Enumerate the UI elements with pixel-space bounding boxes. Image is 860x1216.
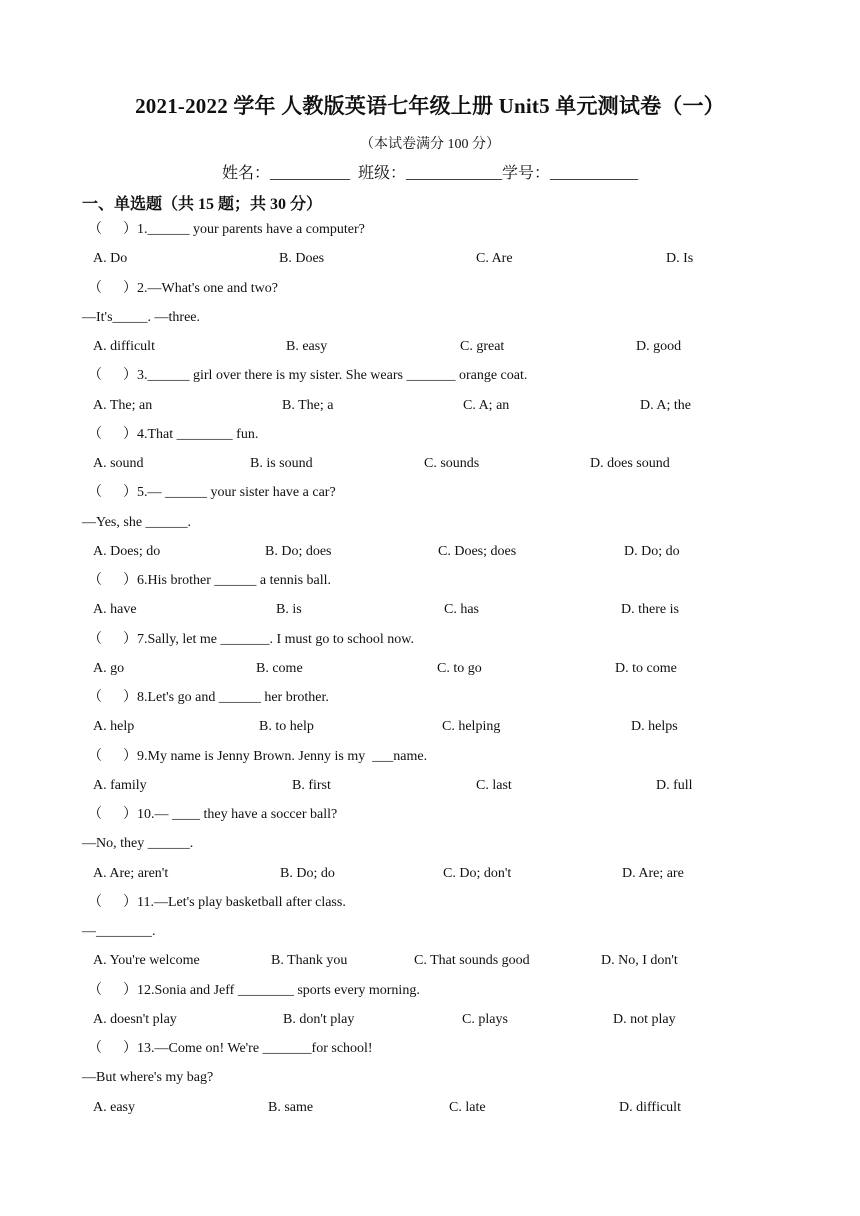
answer-option-b: B. first [292,777,331,793]
answer-option-b: B. come [256,660,303,676]
answer-option-b: B. same [268,1099,314,1115]
question-stem: （ ）10.— ____ they have a soccer ball? [88,807,338,822]
answer-option-d: D. does sound [590,456,670,471]
question-continuation: —________. [82,924,156,939]
answer-option-a: A. Does; do [93,543,161,559]
answer-option-a: A. Do [93,251,128,267]
question-stem: （ ）7.Sally, let me _______. I must go to school now. [88,631,414,647]
answer-option-b: B. The; a [282,397,334,413]
question-stem: （ ）1.______ your parents have a computer? [88,222,365,237]
student-info-line: 姓名：__________ 班级：____________学号：___________ [221,165,638,182]
question-continuation: —No, they ______. [82,836,194,852]
exam-title: 2021-2022 学年 人教版英语七年级上册 Unit5 单元测试卷（一） [135,94,725,118]
question-stem: （ ）11.—Let's play basketball after class. [88,894,346,910]
answer-option-b: B. is sound [250,456,313,471]
answer-option-d: D. difficult [619,1099,681,1115]
answer-option-b: B. is [276,602,302,618]
answer-option-c: C. late [449,1099,486,1115]
answer-option-d: D. A; the [640,397,691,413]
answer-option-d: D. full [656,777,693,793]
answer-option-a: A. doesn't play [93,1011,177,1027]
question-continuation: —It's_____. —three. [82,309,201,325]
question-continuation: —Yes, she ______. [82,514,192,530]
answer-option-d: D. not play [613,1011,676,1027]
question-stem: （ ）12.Sonia and Jeff ________ sports every morning. [88,982,420,998]
question-continuation: —But where's my bag? [82,1070,214,1086]
question-stem: （ ）4.That ________ fun. [88,426,259,442]
answer-option-b: B. Thank you [271,953,348,969]
answer-option-a: A. difficult [93,339,155,354]
answer-option-c: C. helping [442,719,501,735]
answer-option-a: A. easy [93,1099,135,1115]
section-heading: 一、单选题（共 15 题；共 30 分） [82,196,323,213]
answer-option-c: C. to go [437,660,482,676]
answer-option-a: A. sound [93,456,144,471]
answer-option-d: D. Is [666,251,694,267]
answer-option-a: A. help [93,719,135,735]
answer-option-d: D. good [636,339,682,354]
question-stem: （ ）2.—What's one and two? [88,280,278,296]
answer-option-a: A. Are; aren't [93,865,169,881]
answer-option-b: B. Do; does [265,543,332,559]
answer-option-a: A. The; an [93,397,153,413]
answer-option-c: C. plays [462,1011,508,1027]
answer-option-a: A. go [93,660,125,676]
answer-option-a: A. family [93,777,147,793]
answer-option-d: D. helps [631,719,678,735]
question-stem: （ ）3.______ girl over there is my sister. She wears _______ orange coat. [88,368,528,384]
answer-option-c: C. sounds [424,456,480,471]
answer-option-d: D. there is [621,602,679,618]
answer-option-c: C. A; an [463,397,510,413]
answer-option-d: D. Are; are [622,865,684,881]
answer-option-a: A. have [93,602,137,618]
question-stem: （ ）8.Let's go and ______ her brother. [88,690,329,705]
answer-option-b: B. easy [286,339,328,354]
answer-option-d: D. to come [615,660,677,676]
answer-option-b: B. don't play [283,1011,355,1027]
question-stem: （ ）9.My name is Jenny Brown. Jenny is my ___name. [88,748,428,764]
answer-option-c: C. last [476,777,512,793]
answer-option-d: D. Do; do [624,543,680,559]
answer-option-b: B. to help [259,719,314,735]
question-stem: （ ）5.— ______ your sister have a car? [88,485,336,501]
answer-option-c: C. Do; don't [443,865,512,881]
answer-option-d: D. No, I don't [601,953,678,969]
answer-option-c: C. That sounds good [414,953,530,969]
answer-option-b: B. Does [279,251,325,267]
answer-option-c: C. great [460,339,505,354]
exam-subtitle: （本试卷满分 100 分） [360,137,500,152]
question-stem: （ ）6.His brother ______ a tennis ball. [88,573,332,588]
answer-option-b: B. Do; do [280,865,335,881]
answer-option-c: C. has [444,602,479,618]
answer-option-a: A. You're welcome [93,953,200,969]
answer-option-c: C. Are [476,251,513,267]
answer-option-c: C. Does; does [438,543,517,559]
question-stem: （ ）13.—Come on! We're _______for school! [88,1041,373,1056]
